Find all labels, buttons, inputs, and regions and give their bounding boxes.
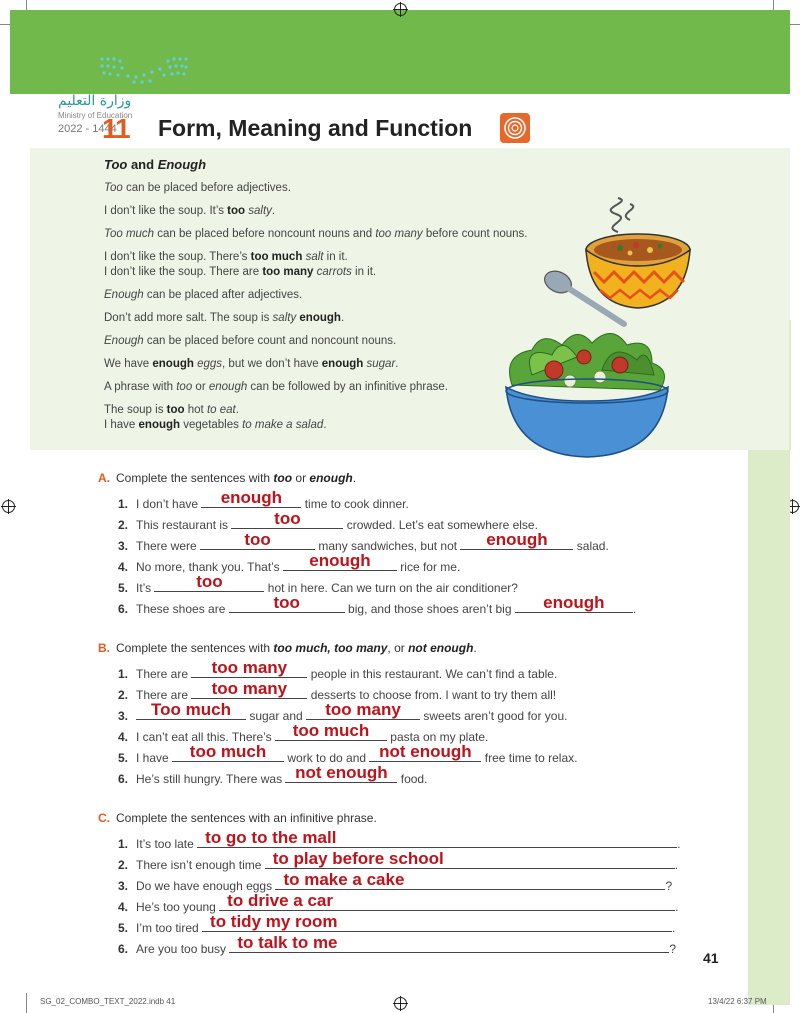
- answer: to make a cake: [283, 870, 405, 889]
- answer-blank[interactable]: [229, 933, 669, 953]
- ministry-name-english: Ministry of Education: [58, 111, 133, 120]
- exercise-item: 5. I have too much work to do and not enough free time to relax.: [118, 742, 578, 765]
- exercise-item: 5. I’m too tired to tidy my room .: [118, 912, 676, 935]
- answer-blank[interactable]: [460, 530, 573, 550]
- example: We have enough eggs, but we don’t have enough sugar.: [104, 358, 399, 370]
- section-c-instructions: C. Complete the sentences with an infinitive phrase.: [98, 811, 377, 825]
- rule: Enough can be placed after adjectives.: [104, 289, 303, 301]
- answer: to play before school: [272, 849, 444, 868]
- answer: to talk to me: [237, 933, 338, 952]
- example: The soup is too hot to eat. I have enough vegetables to make a salad.: [104, 404, 327, 431]
- answer-blank[interactable]: [515, 593, 633, 613]
- answer: to tidy my room: [210, 912, 338, 931]
- exercise-item: 6. These shoes are too big, and those shoes aren’t big enough .: [118, 593, 637, 616]
- exercise-item: 1. It’s too late to go to the mall .: [118, 828, 681, 851]
- answer-blank[interactable]: [229, 593, 345, 613]
- page-title: Form, Meaning and Function: [158, 115, 473, 141]
- registration-mark-icon: [394, 997, 407, 1010]
- exercise-item: 5. It’s too hot in here. Can we turn on the air conditioner?: [118, 572, 518, 595]
- exercise-item: 1. There are too many people in this restaurant. We can’t find a table.: [118, 658, 558, 681]
- answer-blank[interactable]: [275, 721, 387, 741]
- grammar-heading: Too and Enough: [104, 157, 207, 172]
- registration-mark-icon: [2, 500, 15, 513]
- answer: to drive a car: [227, 891, 333, 910]
- answer: not enough: [379, 742, 472, 761]
- unit-number: 11: [102, 113, 130, 144]
- answer: Too much: [151, 700, 231, 719]
- rule: Too can be placed before adjectives.: [104, 182, 291, 194]
- answer-blank[interactable]: [172, 742, 284, 762]
- salad-bowl-illustration: [492, 315, 682, 465]
- answer: too: [244, 530, 271, 549]
- cd-audio-icon[interactable]: [500, 113, 530, 143]
- footer-date: 13/4/22 6:37 PM: [708, 997, 767, 1006]
- answer: too: [273, 593, 300, 612]
- answer-blank[interactable]: [197, 828, 677, 848]
- answer-blank[interactable]: [201, 488, 301, 508]
- registration-mark-icon: [394, 3, 407, 16]
- answer: enough: [543, 593, 605, 612]
- academic-year: 2022 - 1444: [58, 123, 117, 135]
- ministry-logo-icon: [98, 55, 190, 85]
- answer-blank[interactable]: [283, 551, 397, 571]
- answer-blank[interactable]: [285, 763, 397, 783]
- answer: too many: [211, 658, 288, 677]
- exercise-item: 6. He’s still hungry. There was not enough food.: [118, 763, 428, 786]
- footer-file-info: SG_02_COMBO_TEXT_2022.indb 41: [40, 997, 176, 1006]
- example: I don’t like the soup. It’s too salty.: [104, 205, 276, 217]
- answer-blank[interactable]: [202, 912, 672, 932]
- exercise-item: 6. Are you too busy to talk to me ?: [118, 933, 677, 956]
- section-a-instructions: A. Complete the sentences with too or enough.: [98, 471, 357, 485]
- answer: too: [196, 572, 223, 591]
- answer: enough: [486, 530, 548, 549]
- example: I don’t like the soup. There’s too much salt in it. I don’t like the soup. There are too many carrots in it.: [104, 251, 377, 278]
- answer-blank[interactable]: [369, 742, 481, 762]
- example: Don’t add more salt. The soup is salty enough.: [104, 312, 345, 324]
- page-edge-tab: [789, 320, 791, 450]
- exercise-item: 4. I can’t eat all this. There’s too much pasta on my plate.: [118, 721, 489, 744]
- answer: too many: [211, 679, 288, 698]
- exercise-item: 2. There are too many desserts to choose from. I want to try them all!: [118, 679, 557, 702]
- answer: enough: [309, 551, 371, 570]
- crop-mark: [26, 993, 27, 1013]
- exercise-item: 1. I don’t have enough time to cook dinner.: [118, 488, 409, 511]
- rule: Enough can be placed before count and noncount nouns.: [104, 335, 397, 347]
- exercise-item: 4. No more, thank you. That’s enough rice for me.: [118, 551, 461, 574]
- answer-blank[interactable]: [154, 572, 264, 592]
- answer: not enough: [295, 763, 388, 782]
- answer-blank[interactable]: [200, 530, 315, 550]
- soup-bowl-illustration: [538, 190, 703, 335]
- exercise-item: 3. Do we have enough eggs to make a cake ?: [118, 870, 673, 893]
- page-edge-tab: [748, 450, 790, 1005]
- answer-blank[interactable]: [231, 509, 343, 529]
- answer: too: [274, 509, 301, 528]
- section-b-instructions: B. Complete the sentences with too much, too many, or not enough.: [98, 641, 477, 655]
- exercise-item: 3. Too much sugar and too many sweets aren’t good for you.: [118, 700, 568, 723]
- rule: A phrase with too or enough can be followed by an infinitive phrase.: [104, 381, 448, 393]
- exercise-item: 2. This restaurant is too crowded. Let’s eat somewhere else.: [118, 509, 538, 532]
- exercise-item: 3. There were too many sandwiches, but not enough salad.: [118, 530, 609, 553]
- answer-blank[interactable]: [191, 658, 307, 678]
- answer-blank[interactable]: [219, 891, 675, 911]
- answer: too much: [292, 721, 370, 740]
- exercise-item: 2. There isn’t enough time to play before school .: [118, 849, 679, 872]
- ministry-name-arabic: وزارة التعليم: [58, 93, 132, 109]
- answer: enough: [220, 488, 283, 507]
- answer-blank[interactable]: [136, 700, 246, 720]
- rule: Too much can be placed before noncount nouns and too many before count nouns.: [104, 228, 528, 240]
- page-number: 41: [703, 950, 719, 966]
- answer-blank[interactable]: [306, 700, 420, 720]
- answer-blank[interactable]: [191, 679, 307, 699]
- answer: too many: [325, 700, 401, 719]
- answer: too much: [189, 742, 267, 761]
- answer: to go to the mall: [205, 828, 337, 847]
- exercise-item: 4. He’s too young to drive a car .: [118, 891, 679, 914]
